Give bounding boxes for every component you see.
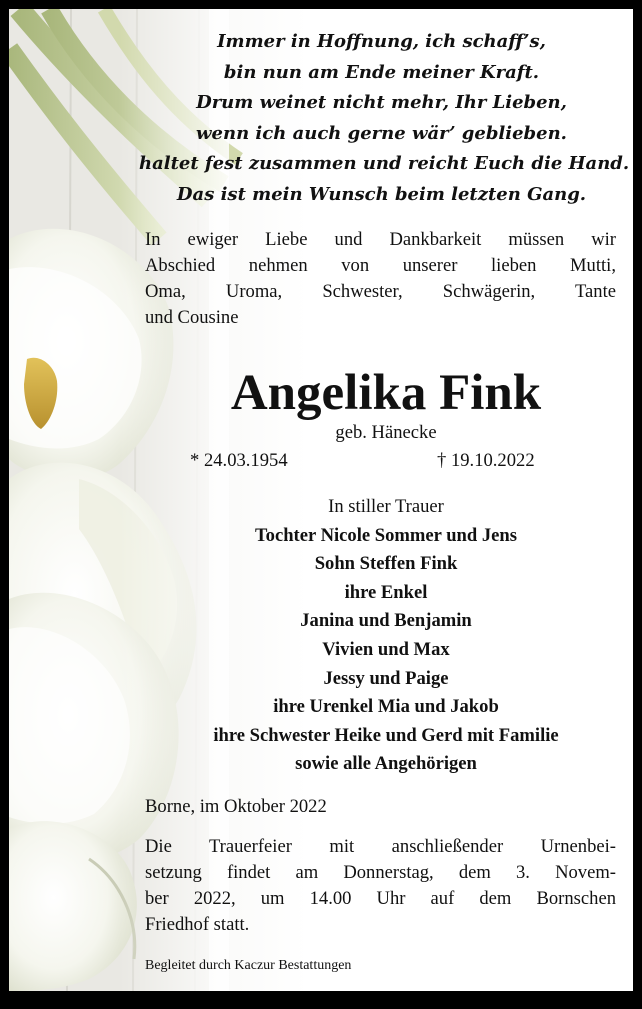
mourning-intro: In stiller Trauer [328, 496, 444, 517]
place-date: Borne, im Oktober 2022 [145, 796, 327, 817]
poem-line: bin nun am Ende meiner Kraft. [223, 61, 540, 83]
farewell-line: In ewiger Liebe und Dankbarkeit müssen wir [145, 229, 616, 250]
farewell-text [145, 227, 616, 331]
death-date: † 19.10.2022 [437, 450, 535, 471]
farewell-line: Oma, Uroma, Schwester, Schwägerin, Tante [145, 281, 616, 302]
memorial-poem [139, 27, 630, 210]
funeral-line: ber 2022, um 14.00 Uhr auf dem Bornschen [145, 888, 616, 909]
deceased-name: Angelika Fink [230, 365, 542, 421]
obituary-text [9, 9, 633, 991]
mourner-line: Tochter Nicole Sommer und Jens [254, 524, 518, 546]
poem-line: Immer in Hoffnung, ich schaff’s, [217, 31, 546, 52]
mourner-line: Janina und Benjamin [300, 610, 472, 632]
obituary-notice [9, 9, 633, 991]
mourner-line: Jessy und Paige [323, 667, 449, 689]
poem-line: haltet fest zusammen und reicht Euch die Hand. [139, 153, 630, 174]
undertaker-credit: Begleitet durch Kaczur Bestattungen [145, 958, 352, 973]
mourner-line: ihre Schwester Heike und Gerd mit Familie [213, 724, 559, 746]
mourner-line: ihre Urenkel Mia und Jakob [273, 696, 499, 718]
poem-line: Drum weinet nicht mehr, Ihr Lieben, [196, 92, 567, 113]
funeral-info [145, 834, 616, 938]
birth-date: * 24.03.1954 [190, 450, 288, 471]
poem-line: Das ist mein Wunsch beim letzten Gang. [176, 183, 587, 205]
mourner-line: Vivien und Max [322, 638, 450, 660]
funeral-line: setzung findet am Donnerstag, dem 3. Novem- [145, 862, 616, 883]
birth-name: geb. Hänecke [335, 422, 437, 443]
mourners-list [139, 493, 633, 779]
farewell-line: und Cousine [145, 307, 239, 328]
mourner-line: sowie alle Angehörigen [295, 753, 477, 775]
mourner-line: ihre Enkel [344, 581, 428, 603]
funeral-line: Friedhof statt. [145, 914, 250, 935]
poem-line: wenn ich auch gerne wär’ geblieben. [196, 122, 567, 144]
funeral-line: Die Trauerfeier mit anschließender Urnenbei- [145, 836, 616, 857]
farewell-line: Abschied nehmen von unserer lieben Mutti, [145, 255, 616, 276]
mourner-line: Sohn Steffen Fink [314, 553, 458, 575]
